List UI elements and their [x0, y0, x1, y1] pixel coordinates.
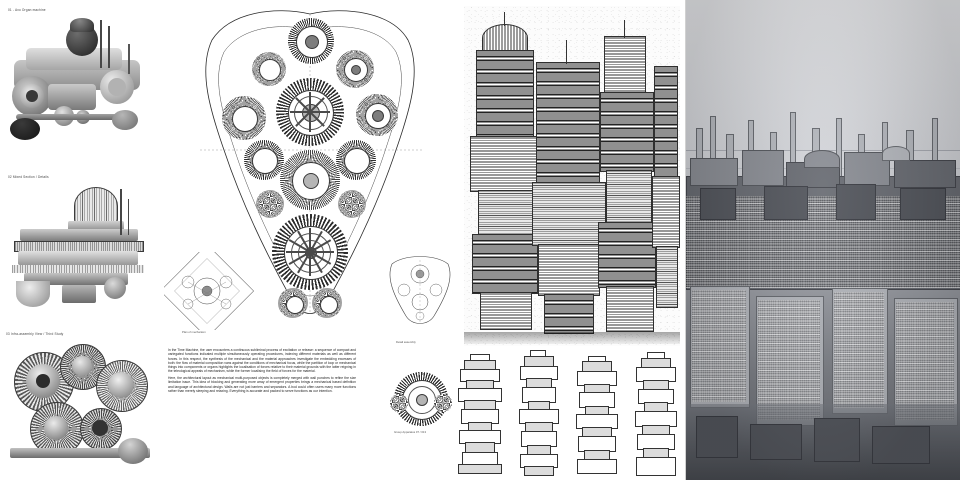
paragraph-1: In the Time Machine, the user encounters a continuous subliminal process of excitation or release: a sequence of compact and variegated functions indicated multiple simultaneously operating procedures, indexing different materials as well as different forces. In this respect, the synthesis of the mechanical and the material approaches investigate the embedding excesses of both: the flow of material composition vans against the conditions of mechanical focus, while the partition of loop or mechanical things into components or organs highlights the localisation of forces relative to their material grounds with the latter reigning in the teleological appeals of mechanism, while the former localising the field of forces for the material.: [168, 348, 356, 374]
render-axonometric-machine: [8, 8, 154, 158]
render-gear-assembly: [6, 332, 156, 478]
gear-detail-caption: Group Apparatus 07 / 013: [394, 430, 427, 434]
left-column: [0, 0, 160, 480]
render-section-details: [8, 175, 154, 325]
tower-elevation-studies: [452, 350, 680, 476]
detail-gear-figure: [390, 368, 452, 438]
body-text-block: [168, 348, 356, 396]
center-mechanism-drawing: [160, 0, 460, 345]
tower-study-c: [574, 356, 618, 472]
city-elevation-panel: [464, 6, 680, 346]
render-label-3: 03 Infra-assembly View / Third Study: [6, 332, 64, 336]
mini-caption-left: Plan of mechanism: [182, 330, 206, 334]
render-label-1: 01 - Axo Organ machine: [8, 8, 46, 12]
render-label-2: 02 Mixed Section / Details: [8, 175, 49, 179]
photo-vignette: [686, 0, 960, 480]
paragraph-2: Here, the architectural layout as mechanical multi-purposed objects is completely merged with wall punches to refine the size limitation issue. This idea of blocking and generating more array of emergent properties brings a mechanical based definition and language of architectural design. Walls are not just barriers and separators. A bod could often users many more functions rather than merely sleeping and relaxing. Everything is accurate and packed to serve functions as our intention.: [168, 376, 356, 393]
dome-structure: [482, 24, 528, 52]
tower-study-a: [456, 354, 502, 472]
mini-caption-right: Detail assembly: [396, 340, 416, 344]
tower-study-b: [518, 350, 558, 474]
plan-diagram-right: [382, 252, 458, 338]
tower-study-d: [634, 352, 676, 474]
megastructure-city-photograph: [686, 0, 960, 480]
plan-diagram-left: [164, 252, 254, 330]
